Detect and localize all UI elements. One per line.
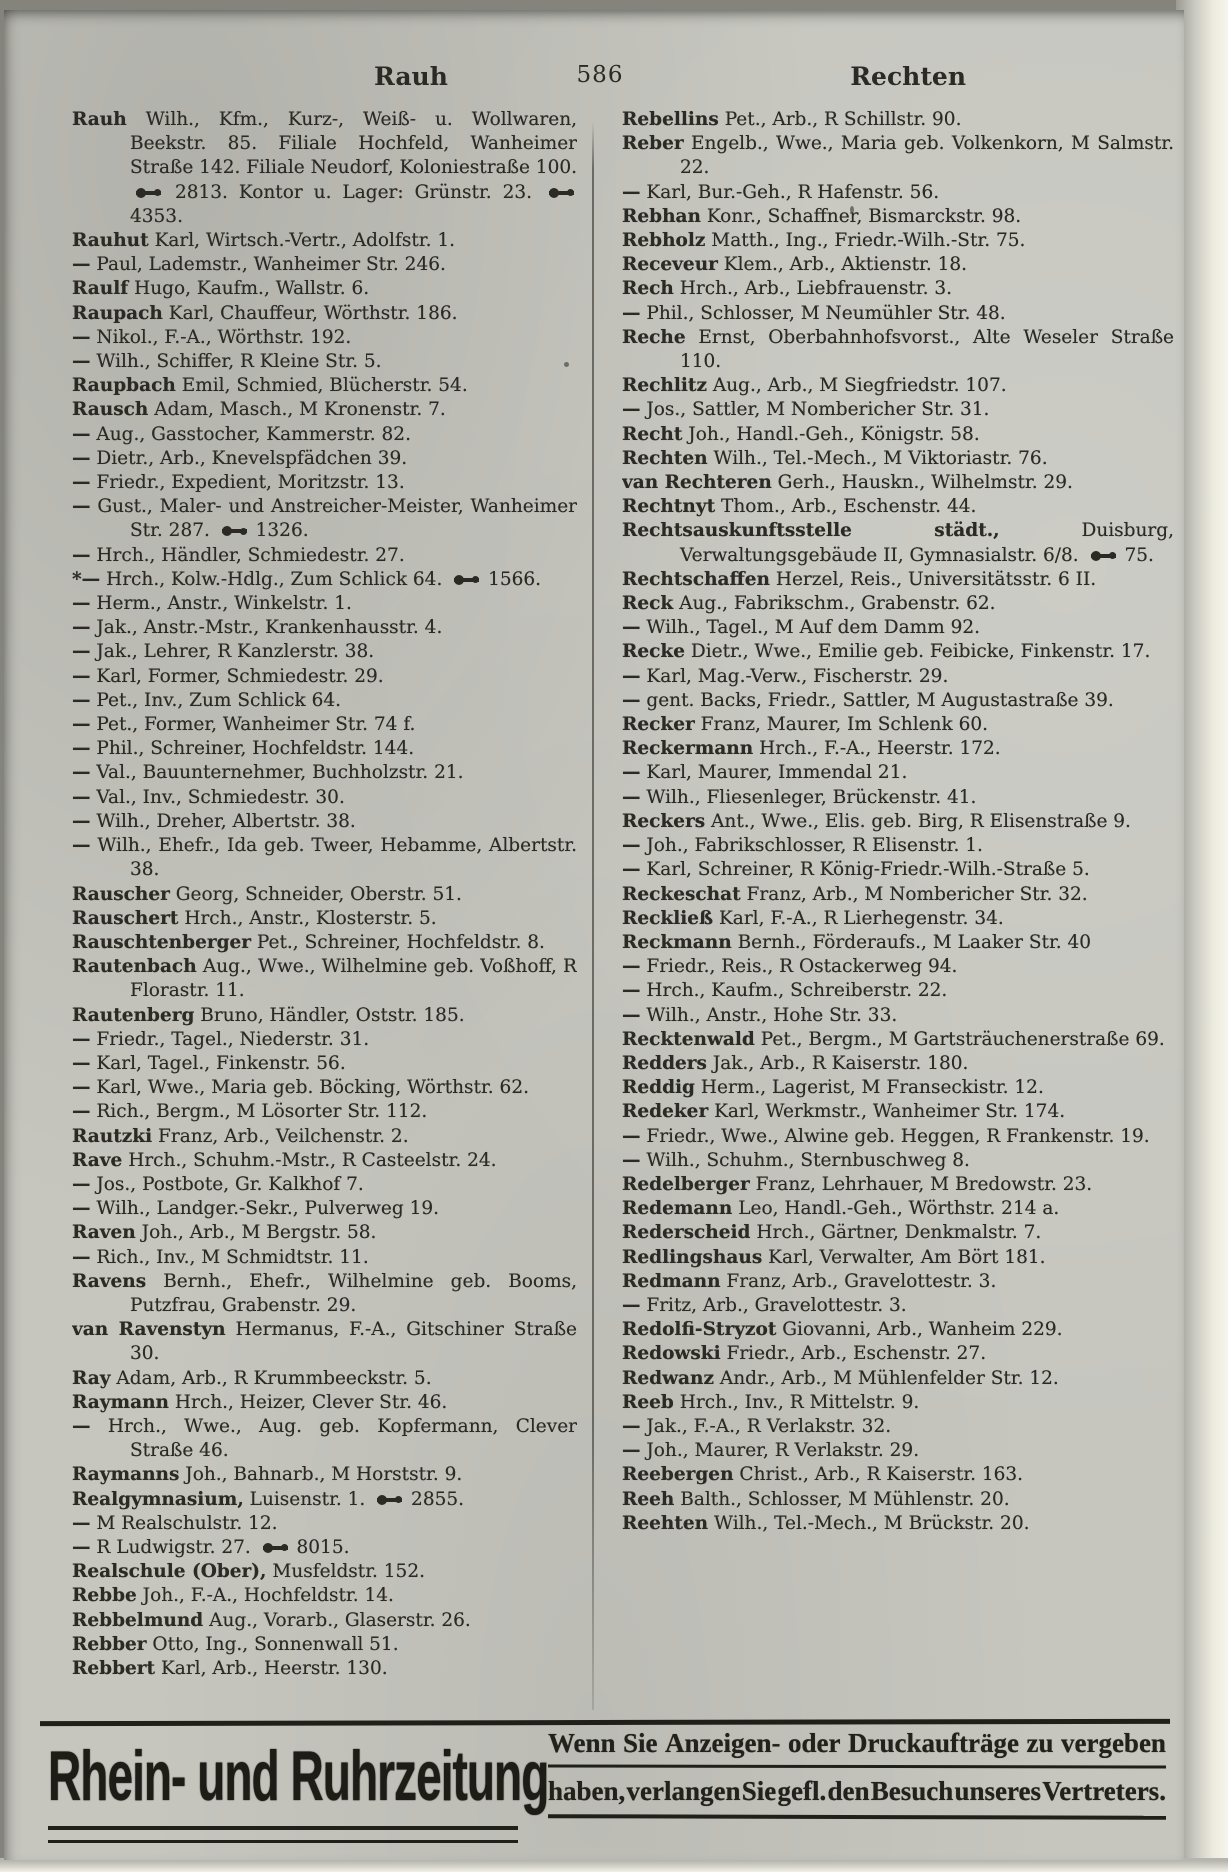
entry-surname: — — [622, 1125, 641, 1147]
entry-surname: — — [622, 762, 641, 784]
entry-surname: — — [72, 254, 91, 276]
entry-surname: — — [72, 544, 91, 566]
directory-entry: Raupbach Emil, Schmied, Blücherstr. 54. — [72, 375, 468, 397]
entry-surname: Rebholz — [622, 230, 706, 252]
directory-entry: Rebbelmund Aug., Vorarb., Glaserstr. 26. — [72, 1609, 471, 1631]
entry-surname: Rechtschaffen — [622, 568, 770, 590]
entry-surname: — — [622, 1415, 641, 1437]
entry-surname: Reehten — [622, 1512, 709, 1534]
directory-entry: — Karl, Mag.-Verw., Fischerstr. 29. — [622, 665, 949, 687]
directory-entry: Reckermann Hrch., F.-A., Heerstr. 172. — [622, 738, 1001, 760]
ad-middle-rule — [548, 1764, 1166, 1768]
entry-surname: — — [622, 980, 641, 1002]
entry-surname: Reebergen — [622, 1464, 734, 1486]
directory-entry: — Pet., Inv., Zum Schlick 64. — [72, 689, 341, 711]
entry-surname: Recktenwald — [622, 1028, 755, 1050]
entry-surname: Redemann — [622, 1198, 733, 1220]
entry-surname: Reber — [622, 133, 684, 155]
ad-line-2 — [548, 1776, 1166, 1807]
entry-surname: Recht — [622, 423, 683, 445]
newspaper-logo-text: Rhein- und Ruhrzeitung — [48, 1735, 549, 1815]
entry-surname: Recker — [622, 714, 695, 736]
directory-entry: Reeh Balth., Schlosser, M Mühlenstr. 20. — [622, 1488, 1010, 1510]
directory-entry: — Jos., Sattler, M Nombericher Str. 31. — [622, 399, 990, 421]
directory-entry: Redelberger Franz, Lehrhauer, M Bredowstr. 23. — [622, 1173, 1093, 1195]
directory-entry: Reber Engelb., Wwe., Maria geb. Volkenkorn, M Salmstr. 22. — [622, 133, 1174, 179]
directory-entry: van Rechteren Gerh., Hauskn., Wilhelmstr. 29. — [622, 472, 1073, 494]
directory-entry: — Dietr., Arb., Knevelspfädchen 39. — [72, 447, 408, 469]
entry-surname: Rebhan — [622, 205, 701, 227]
ad-word: verlangen — [626, 1776, 741, 1806]
directory-entry: Recht Joh., Handl.-Geh., Königstr. 58. — [622, 423, 980, 445]
entry-surname: Receveur — [622, 254, 718, 276]
entry-surname: Rechtnyt — [622, 496, 716, 518]
directory-entry: — Friedr., Reis., R Ostackerweg 94. — [622, 956, 958, 978]
entry-surname: Redowski — [622, 1343, 721, 1365]
entry-surname: — — [72, 714, 91, 736]
entry-surname: Reeb — [622, 1391, 674, 1413]
logo-underline — [48, 1826, 518, 1843]
directory-entry: Recke Dietr., Wwe., Emilie geb. Feibicke, Finkenstr. 17. — [622, 641, 1151, 663]
entry-surname: — — [72, 1246, 91, 1268]
directory-entry: Recker Franz, Maurer, Im Schlenk 60. — [622, 714, 988, 736]
directory-entry: Rave Hrch., Schuhm.-Mstr., R Casteelstr. 24. — [72, 1149, 497, 1171]
entry-surname: Reche — [622, 326, 686, 348]
entry-surname: — — [72, 1415, 91, 1437]
directory-entry: — Jak., Anstr.-Mstr., Krankenhausstr. 4. — [72, 617, 443, 639]
entry-surname: Realschule (Ober), — [72, 1561, 267, 1583]
entry-surname: Rauschert — [72, 907, 179, 929]
directory-entry: — Val., Bauunternehmer, Buchholzstr. 21. — [72, 762, 464, 784]
entry-surname: — — [622, 302, 641, 324]
directory-entry: Realgymnasium, Luisenstr. 1. 2855. — [72, 1488, 465, 1510]
directory-entry: — Gust., Maler- und Anstreicher-Meister, Wanheimer Str. 287. 1326. — [72, 496, 577, 542]
entry-surname: — — [72, 1198, 91, 1220]
entry-surname: Rauh — [72, 109, 127, 130]
directory-entry: Raymann Hrch., Heizer, Clever Str. 46. — [72, 1391, 448, 1413]
ad-word: unseres — [954, 1776, 1042, 1806]
directory-entry: Reddig Herm., Lagerist, M Franseckistr. 12. — [622, 1077, 1044, 1099]
directory-entry: Rebbert Karl, Arb., Heerstr. 130. — [72, 1658, 388, 1679]
directory-entry: Redders Jak., Arb., R Kaiserstr. 180. — [622, 1052, 969, 1074]
directory-entry: Rebholz Matth., Ing., Friedr.-Wilh.-Str. 75. — [622, 230, 1026, 252]
entry-surname: Rechlitz — [622, 375, 707, 397]
ad-word: zu — [1026, 1728, 1054, 1758]
scan-bottom-edge — [0, 1858, 1228, 1872]
directory-entry: — Wilh., Landger.-Sekr., Pulverweg 19. — [72, 1198, 440, 1220]
entry-surname: Rauhut — [72, 230, 149, 252]
ad-word: Besuch — [870, 1776, 954, 1806]
directory-entry: — R Ludwigstr. 27. 8015. — [72, 1536, 350, 1558]
entry-surname: — — [72, 665, 91, 687]
directory-entry: — Hrch., Kaufm., Schreiberstr. 22. — [622, 980, 948, 1002]
entry-surname: Rautzki — [72, 1125, 153, 1147]
entry-surname: — — [72, 835, 91, 857]
entry-surname: — — [72, 641, 91, 663]
directory-entry: Reebergen Christ., Arb., R Kaiserstr. 163. — [622, 1464, 1024, 1486]
directory-entry: — Wilh., Ehefr., Ida geb. Tweer, Hebamme, Albertstr. 38. — [72, 835, 577, 881]
ad-bottom-rule — [548, 1814, 1166, 1820]
directory-entry: Rechtschaffen Herzel, Reis., Universitätsstr. 6 II. — [622, 568, 1097, 590]
entry-surname: — — [622, 956, 641, 978]
entry-surname: Rauscher — [72, 883, 170, 905]
entry-surname: Rauschtenberger — [72, 931, 252, 953]
directory-entry: — Joh., Maurer, R Verlakstr. 29. — [622, 1440, 920, 1462]
directory-entry: Rechlitz Aug., Arb., M Siegfriedstr. 107. — [622, 375, 1007, 397]
entry-surname: — — [622, 1004, 641, 1026]
directory-entry: — Jak., F.-A., R Verlakstr. 32. — [622, 1415, 892, 1437]
entry-surname: Rautenberg — [72, 1004, 195, 1026]
ad-word: haben, — [548, 1776, 626, 1806]
entry-surname: — — [72, 423, 91, 445]
entry-surname: — — [622, 665, 641, 687]
entry-surname: Ravens — [72, 1270, 147, 1292]
directory-entry: Redmann Franz, Arb., Gravelottestr. 3. — [622, 1270, 997, 1292]
entry-surname: Realgymnasium, — [72, 1488, 244, 1510]
directory-entry: Redeker Karl, Werkmstr., Wanheimer Str. 174. — [622, 1101, 1066, 1123]
telephone-handset-icon — [263, 1543, 288, 1553]
directory-entry: Raven Joh., Arb., M Bergstr. 58. — [72, 1222, 377, 1244]
entry-surname: Reckeschat — [622, 883, 741, 905]
entry-surname: Reddig — [622, 1077, 695, 1099]
entry-surname: — — [622, 181, 641, 203]
directory-entry: — Pet., Former, Wanheimer Str. 74 f. — [72, 714, 416, 736]
entry-surname: — — [72, 1077, 91, 1099]
entry-surname: Redolfi-Stryzot — [622, 1319, 777, 1341]
directory-entry: — Friedr., Tagel., Niederstr. 31. — [72, 1028, 370, 1050]
entry-surname: Rebber — [72, 1633, 147, 1655]
directory-entry: — Karl, Maurer, Immendal 21. — [622, 762, 908, 784]
directory-entry: — Paul, Lademstr., Wanheimer Str. 246. — [72, 254, 446, 276]
directory-entry: — Hrch., Händler, Schmiedestr. 27. — [72, 544, 405, 566]
page-number: 586 — [576, 62, 624, 88]
directory-entry: — Val., Inv., Schmiedestr. 30. — [72, 786, 345, 808]
directory-entry: Redemann Leo, Handl.-Geh., Wörthstr. 214 a. — [622, 1198, 1060, 1220]
entry-surname: — — [72, 496, 91, 518]
entry-surname: Raven — [72, 1222, 136, 1244]
entry-surname: — — [622, 835, 641, 857]
entry-surname: Redelberger — [622, 1173, 750, 1195]
entry-surname: — — [622, 859, 641, 881]
address-book-page — [4, 10, 1184, 1860]
entry-surname: — — [72, 326, 91, 348]
directory-entry: Ravens Bernh., Ehefr., Wilhelmine geb. Booms, Putzfrau, Grabenstr. 29. — [72, 1270, 577, 1316]
entry-surname: — — [72, 1512, 91, 1534]
entry-surname: Rave — [72, 1149, 123, 1171]
telephone-handset-icon — [1091, 551, 1116, 561]
entry-surname: Ray — [72, 1367, 111, 1389]
entry-surname: Raupbach — [72, 375, 176, 397]
directory-entry: — gent. Backs, Friedr., Sattler, M Augustastraße 39. — [622, 689, 1114, 711]
directory-entry: — M Realschulstr. 12. — [72, 1512, 278, 1534]
directory-entry: Rauschtenberger Pet., Schreiner, Hochfeldstr. 8. — [72, 931, 545, 953]
directory-entry: Realschule (Ober), Musfeldstr. 152. — [72, 1561, 425, 1583]
directory-columns — [4, 108, 1184, 1720]
entry-surname: — — [622, 786, 641, 808]
ad-top-rule — [40, 1719, 1170, 1726]
page-header — [44, 62, 1156, 96]
entry-surname: Redmann — [622, 1270, 721, 1292]
entry-surname: Rechtsauskunftsstelle städt., — [622, 520, 1000, 542]
entry-surname: Raulf — [72, 278, 129, 300]
entry-surname: — — [72, 689, 91, 711]
directory-entry: Reehten Wilh., Tel.-Mech., M Brückstr. 20. — [622, 1512, 1030, 1534]
directory-entry: Reckers Ant., Wwe., Elis. geb. Birg, R Elisenstraße 9. — [622, 810, 1131, 832]
entry-surname: Rebellins — [622, 109, 719, 130]
directory-entry: — Joh., Fabrikschlosser, R Elisenstr. 1. — [622, 835, 983, 857]
directory-entry: Rederscheid Hrch., Gärtner, Denkmalstr. 7. — [622, 1222, 1042, 1244]
ad-word: Sie — [741, 1776, 777, 1806]
telephone-handset-icon — [549, 188, 574, 198]
advertisement-footer — [40, 1720, 1170, 1844]
directory-entry: — Wilh., Schiffer, R Kleine Str. 5. — [72, 351, 382, 373]
directory-entry: Receveur Klem., Arb., Aktienstr. 18. — [622, 254, 968, 276]
entry-surname: — — [622, 1149, 641, 1171]
directory-entry: — Phil., Schlosser, M Neumühler Str. 48. — [622, 302, 1006, 324]
directory-entry: — Friedr., Wwe., Alwine geb. Heggen, R Frankenstr. 19. — [622, 1125, 1150, 1147]
ad-line-1 — [548, 1728, 1166, 1759]
entry-surname: Reckmann — [622, 931, 732, 953]
directory-entry: Redwanz Andr., Arb., M Mühlenfelder Str. 12. — [622, 1367, 1059, 1389]
directory-entry: Rech Hrch., Arb., Liebfrauenstr. 3. — [622, 278, 952, 300]
entry-surname: — — [72, 1536, 91, 1558]
telephone-handset-icon — [377, 1495, 402, 1505]
directory-entry: — Wilh., Schuhm., Sternbuschweg 8. — [622, 1149, 970, 1171]
ad-word: Druckaufträge — [848, 1728, 1019, 1758]
directory-entry: Redlingshaus Karl, Verwalter, Am Bört 181. — [622, 1246, 1046, 1268]
entry-surname: — — [622, 1294, 641, 1316]
directory-entry: Rechtsauskunftsstelle städt., Duisburg, Verwaltungsgebäude II, Gymnasialstr. 6/8. 75. — [622, 520, 1174, 566]
directory-entry: — Wilh., Dreher, Albertstr. 38. — [72, 810, 356, 832]
entry-surname: — — [72, 351, 91, 373]
directory-entry: Recktenwald Pet., Bergm., M Gartsträuchenerstraße 69. — [622, 1028, 1165, 1050]
directory-entry: — Hrch., Wwe., Aug. geb. Kopfermann, Clever Straße 46. — [72, 1415, 577, 1462]
directory-entry: — Karl, Former, Schmiedestr. 29. — [72, 665, 384, 687]
entry-surname: Rechten — [622, 447, 708, 469]
ad-word: Vertreters. — [1042, 1776, 1166, 1806]
directory-entry: — Wilh., Fliesenleger, Brückenstr. 41. — [622, 786, 977, 808]
directory-entry: — Jos., Postbote, Gr. Kalkhof 7. — [72, 1173, 364, 1195]
directory-entry: Rebellins Pet., Arb., R Schillstr. 90. — [622, 109, 962, 130]
directory-entry: — Karl, Bur.-Geh., R Hafenstr. 56. — [622, 181, 940, 203]
directory-entry: — Jak., Lehrer, R Kanzlerstr. 38. — [72, 641, 375, 663]
directory-entry: — Wilh., Anstr., Hohe Str. 33. — [622, 1004, 898, 1026]
directory-entry: Rechtnyt Thom., Arb., Eschenstr. 44. — [622, 496, 977, 518]
entry-surname: Rausch — [72, 399, 149, 421]
directory-entry: Rauscher Georg, Schneider, Oberstr. 51. — [72, 883, 462, 905]
entry-surname: — — [72, 1052, 91, 1074]
directory-entry: van Ravenstyn Hermanus, F.-A., Gitschiner Straße 30. — [72, 1319, 577, 1365]
telephone-handset-icon — [222, 526, 247, 536]
directory-entry: Rautenberg Bruno, Händler, Oststr. 185. — [72, 1004, 465, 1026]
newspaper-logo — [48, 1734, 549, 1834]
entry-surname: Raymanns — [72, 1464, 180, 1486]
directory-entry: Rautzki Franz, Arb., Veilchenstr. 2. — [72, 1125, 409, 1147]
directory-entry: Reckmann Bernh., Förderaufs., M Laaker Str. 40 — [622, 931, 1092, 953]
entry-surname: — — [72, 738, 91, 760]
ad-word: gefl. — [777, 1776, 827, 1806]
entry-surname: — — [72, 593, 91, 615]
directory-entry: Rebber Otto, Ing., Sonnenwall 51. — [72, 1633, 399, 1655]
telephone-handset-icon — [136, 188, 161, 198]
entry-surname: — — [72, 472, 91, 494]
directory-column-right — [622, 108, 1174, 1720]
ad-word: Anzeigen- — [665, 1728, 781, 1758]
directory-entry: Raulf Hugo, Kaufm., Wallstr. 6. — [72, 278, 370, 300]
entry-surname: Raupach — [72, 302, 163, 324]
directory-entry: Rausch Adam, Masch., M Kronenstr. 7. — [72, 399, 446, 421]
directory-entry: Rauhut Karl, Wirtsch.-Vertr., Adolfstr. 1. — [72, 230, 455, 252]
entry-surname: — — [72, 1028, 91, 1050]
entry-surname: Redeker — [622, 1101, 709, 1123]
entry-surname: van Ravenstyn — [72, 1319, 226, 1341]
entry-surname: Rebbert — [72, 1658, 156, 1679]
directory-entry: — Nikol., F.-A., Wörthstr. 192. — [72, 326, 352, 348]
entry-surname: Recke — [622, 641, 685, 663]
entry-surname: Reck — [622, 593, 674, 615]
entry-surname: — — [72, 447, 91, 469]
directory-entry: Redolfi-Stryzot Giovanni, Arb., Wanheim 229. — [622, 1319, 1063, 1341]
directory-entry: — Karl, Schreiner, R König-Friedr.-Wilh.-Straße 5. — [622, 859, 1090, 881]
entry-surname: Redlingshaus — [622, 1246, 763, 1268]
directory-entry: Reck Aug., Fabrikschm., Grabenstr. 62. — [622, 593, 996, 615]
directory-entry: — Fritz, Arb., Gravelottestr. 3. — [622, 1294, 907, 1316]
entry-surname: Rech — [622, 278, 674, 300]
ad-word: oder — [788, 1728, 841, 1758]
entry-surname: Raymann — [72, 1391, 169, 1413]
telephone-handset-icon — [454, 575, 479, 585]
entry-surname: — — [622, 399, 641, 421]
header-keyword-right: Rechten — [850, 62, 966, 91]
directory-entry: Rebbe Joh., F.-A., Hochfeldstr. 14. — [72, 1585, 394, 1607]
entry-surname: — — [72, 1173, 91, 1195]
directory-entry: — Rich., Bergm., M Lösorter Str. 112. — [72, 1101, 428, 1123]
directory-entry: Reckeschat Franz, Arb., M Nombericher Str. 32. — [622, 883, 1088, 905]
entry-surname: — — [72, 1101, 91, 1123]
directory-column-left — [72, 108, 577, 1720]
ad-text-block — [548, 1728, 1166, 1819]
directory-entry: Rautenbach Aug., Wwe., Wilhelmine geb. Voßhoff, R Florastr. 11. — [72, 956, 577, 1002]
ad-word: den — [827, 1776, 870, 1806]
entry-surname: — — [72, 810, 91, 832]
entry-surname: Reckermann — [622, 738, 754, 760]
directory-entry: — Friedr., Expedient, Moritzstr. 13. — [72, 472, 405, 494]
entry-surname: Rebbelmund — [72, 1609, 204, 1631]
ad-word: Sie — [623, 1728, 658, 1758]
entry-surname: — — [622, 617, 641, 639]
directory-entry: Raymanns Joh., Bahnarb., M Horststr. 9. — [72, 1464, 463, 1486]
ad-word: vergeben — [1060, 1728, 1166, 1758]
entry-surname: Rederscheid — [622, 1222, 751, 1244]
directory-entry: *— Hrch., Kolw.-Hdlg., Zum Schlick 64. 1566. — [72, 568, 542, 590]
directory-entry: Raupach Karl, Chauffeur, Wörthstr. 186. — [72, 302, 458, 324]
directory-entry: Rauschert Hrch., Anstr., Klosterstr. 5. — [72, 907, 437, 929]
directory-entry: Ray Adam, Arb., R Krummbeeckstr. 5. — [72, 1367, 432, 1389]
directory-entry: — Karl, Wwe., Maria geb. Böcking, Wörthstr. 62. — [72, 1077, 529, 1099]
directory-entry: — Phil., Schreiner, Hochfeldstr. 144. — [72, 738, 415, 760]
entry-surname: Reeh — [622, 1488, 675, 1510]
entry-surname: Rautenbach — [72, 956, 197, 978]
directory-entry: Rebhan Konr., Schaffner, Bismarckstr. 98. — [622, 205, 1022, 227]
entry-surname: *— — [72, 568, 101, 590]
entry-surname: — — [622, 689, 641, 711]
column-divider — [592, 122, 594, 1710]
directory-entry: Reche Ernst, Oberbahnhofsvorst., Alte Weseler Straße 110. — [622, 326, 1174, 373]
directory-entry: Rechten Wilh., Tel.-Mech., M Viktoriastr. 76. — [622, 447, 1048, 469]
directory-entry: — Wilh., Tagel., M Auf dem Damm 92. — [622, 617, 981, 639]
entry-surname: Redwanz — [622, 1367, 714, 1389]
directory-entry: — Karl, Tagel., Finkenstr. 56. — [72, 1052, 346, 1074]
directory-entry: Redowski Friedr., Arb., Eschenstr. 27. — [622, 1343, 987, 1365]
entry-surname: — — [622, 1440, 641, 1462]
entry-surname: Reckließ — [622, 907, 714, 929]
entry-surname: — — [72, 786, 91, 808]
entry-surname: van Rechteren — [622, 472, 772, 494]
entry-surname: — — [72, 617, 91, 639]
header-keyword-left: Rauh — [374, 62, 448, 91]
directory-entry: Reeb Hrch., Inv., R Mittelstr. 9. — [622, 1391, 920, 1413]
directory-entry: — Rich., Inv., M Schmidtstr. 11. — [72, 1246, 369, 1268]
entry-surname: Rebbe — [72, 1585, 137, 1607]
directory-entry: Rauh Wilh., Kfm., Kurz-, Weiß- u. Wollwaren, Beekstr. 85. Filiale Hochfeld, Wanheimer Straße 142. Filiale Neudorf, Koloniestraße 100. 2813. Kontor u. Lager: Grünstr. 23. 4353. — [72, 109, 577, 227]
ad-word: Wenn — [548, 1728, 616, 1758]
directory-entry: Reckließ Karl, F.-A., R Lierhegenstr. 34. — [622, 907, 1004, 929]
directory-entry: — Aug., Gasstocher, Kammerstr. 82. — [72, 423, 411, 445]
entry-surname: Reckers — [622, 810, 706, 832]
directory-entry: — Herm., Anstr., Winkelstr. 1. — [72, 593, 352, 615]
entry-surname: Redders — [622, 1052, 707, 1074]
entry-surname: — — [72, 762, 91, 784]
